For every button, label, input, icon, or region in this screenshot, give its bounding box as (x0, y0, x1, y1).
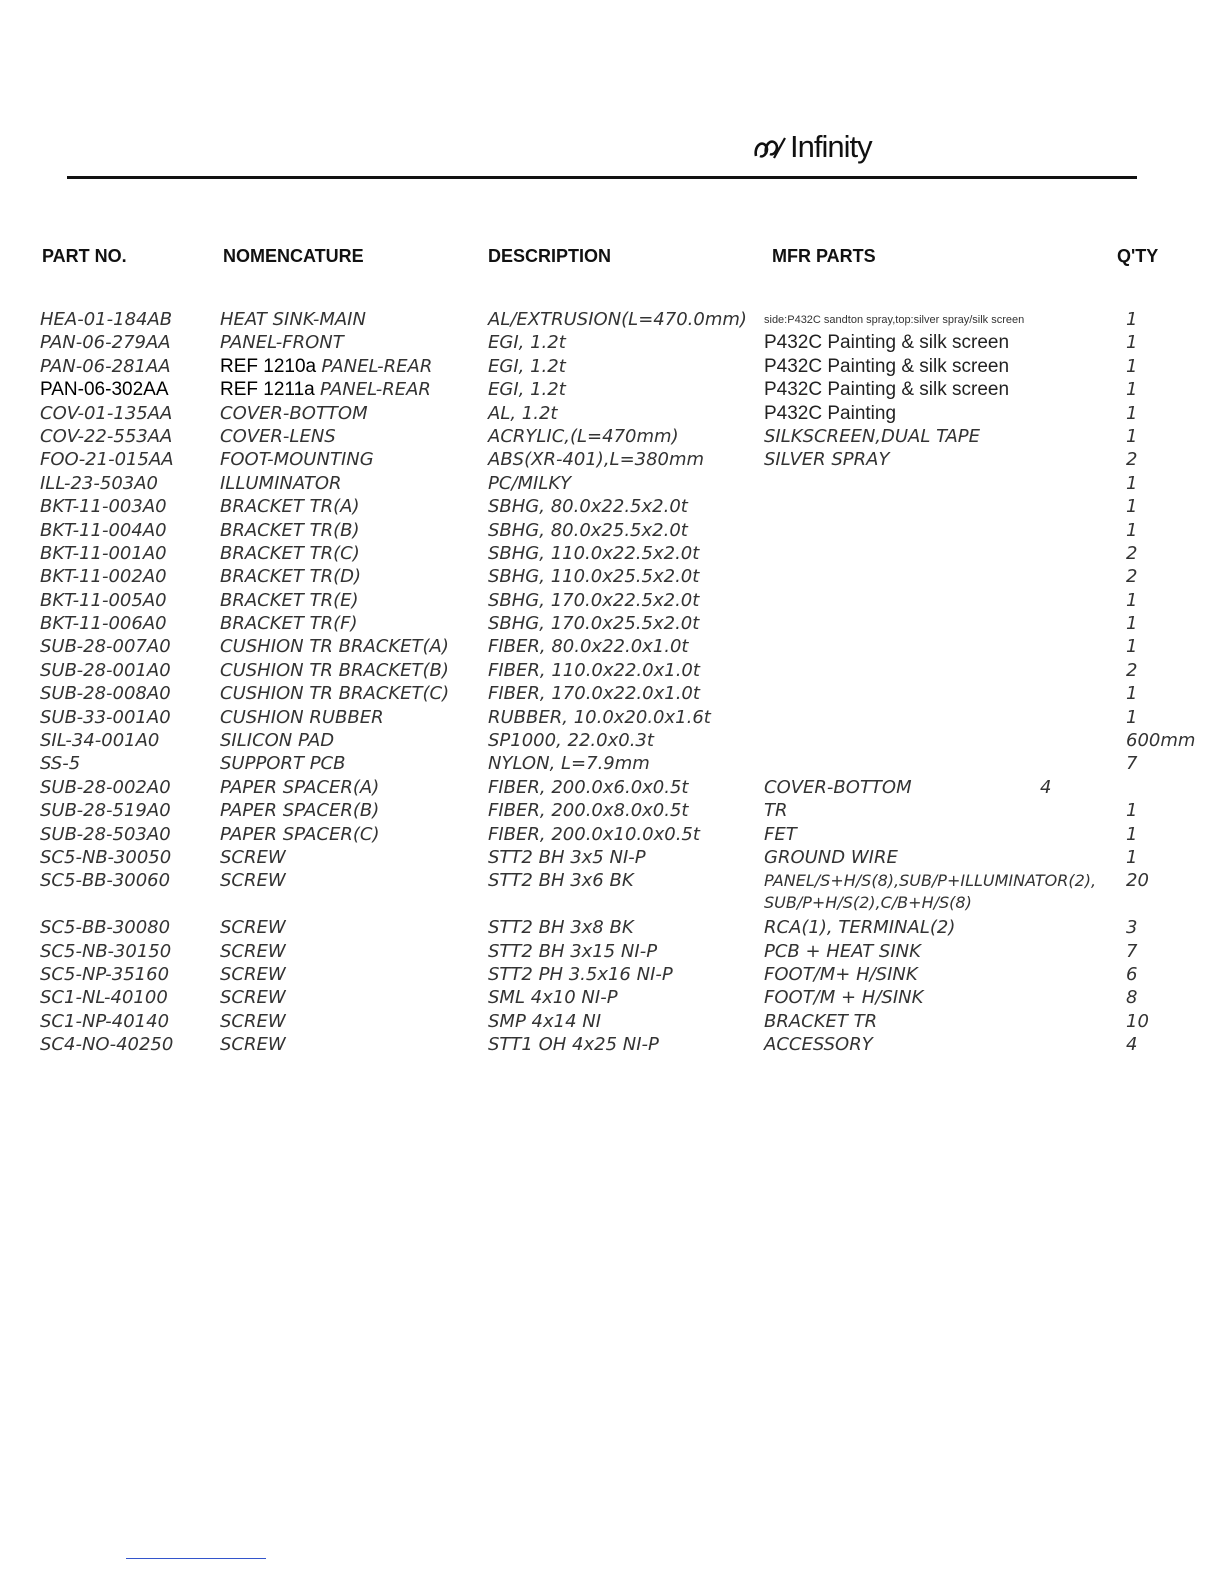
nomenclature-cell (220, 449, 374, 470)
part-no-cell: SC5-NB-30150 (40, 940, 172, 962)
table-row (0, 496, 1224, 519)
nomenclature-cell (220, 660, 449, 681)
mfr-parts-text: PANEL/S+H/S(8),SUB/P+ILLUMINATOR(2), (764, 871, 1097, 891)
nomenclature-cell (220, 847, 286, 868)
footer-link-underline (126, 1558, 266, 1559)
nomenclature-cell (220, 707, 384, 728)
nomenclature-cell (220, 566, 361, 587)
description-cell: STT2 BH 3x5 NI-P (488, 846, 646, 868)
nomenclature-text: COVER-LENS (220, 425, 336, 447)
nomenclature-cell (220, 753, 345, 774)
mfr-parts-text: BRACKET TR (764, 1010, 878, 1032)
description-cell: SBHG, 80.0x22.5x2.0t (488, 496, 688, 518)
part-no-cell: SIL-34-001A0 (40, 730, 160, 752)
part-no-cell: SC5-NB-30050 (40, 846, 172, 868)
table-row (0, 941, 1224, 964)
table-row (0, 309, 1224, 332)
mfr-parts-text: TR (764, 800, 788, 822)
mfr-parts-cell (764, 356, 1009, 378)
table-row (0, 332, 1224, 355)
description-cell: SBHG, 80.0x25.5x2.0t (488, 519, 688, 541)
mfr-parts-text: FOOT/M+ H/SINK (764, 963, 918, 985)
qty-cell: 1 (1126, 379, 1138, 401)
description-cell: FIBER, 200.0x6.0x0.5t (488, 776, 689, 798)
description-cell: RUBBER, 10.0x20.0x1.6t (488, 706, 711, 728)
nomenclature-text: PAPER SPACER(B) (220, 800, 380, 822)
header-part-no: PART NO. (42, 246, 127, 266)
mfr-parts-cell (764, 964, 918, 985)
header-mfr-parts: MFR PARTS (772, 246, 876, 266)
part-no-cell: FOO-21-015AA (40, 449, 174, 471)
nomenclature-cell (220, 800, 379, 821)
qty-cell: 1 (1126, 589, 1138, 611)
nomenclature-text: SCREW (220, 917, 286, 939)
description-cell: STT1 OH 4x25 NI-P (488, 1034, 659, 1056)
nomenclature-cell (220, 590, 359, 611)
table-row (0, 613, 1224, 636)
nomenclature-text: PAPER SPACER(A) (220, 776, 380, 798)
part-no-cell: BKT-11-001A0 (40, 542, 167, 564)
part-no-cell: SC1-NP-40140 (40, 1010, 170, 1032)
part-no-cell: COV-22-553AA (40, 425, 173, 447)
ref-label: REF 1211a (220, 379, 320, 401)
table-row (0, 449, 1224, 472)
nomenclature-cell (220, 941, 286, 962)
nomenclature-text: BRACKET TR(C) (220, 542, 360, 564)
part-no-cell: SUB-28-503A0 (40, 823, 171, 845)
header-nomenclature: NOMENCATURE (223, 246, 364, 266)
nomenclature-cell (220, 520, 360, 541)
header-qty: Q'TY (1117, 246, 1159, 266)
qty-cell: 1 (1126, 332, 1138, 354)
mfr-parts-cell (764, 449, 889, 470)
table-row (0, 987, 1224, 1010)
description-cell: STT2 BH 3x15 NI-P (488, 940, 658, 962)
nomenclature-cell (220, 987, 286, 1008)
table-row (0, 730, 1224, 753)
description-cell: SBHG, 110.0x25.5x2.0t (488, 566, 700, 588)
mfr-parts-cell (764, 870, 1097, 913)
nomenclature-cell (220, 426, 336, 447)
qty-cell: 1 (1126, 800, 1138, 822)
qty-cell: 2 (1126, 566, 1138, 588)
table-row (0, 753, 1224, 776)
mfr-parts-cell (764, 800, 788, 821)
part-no-cell: SC5-BB-30080 (40, 917, 171, 939)
table-row (0, 520, 1224, 543)
qty-cell: 7 (1126, 753, 1138, 775)
nomenclature-cell (220, 1011, 286, 1032)
mfr-parts-cell (764, 987, 923, 1008)
mfr-parts-cell (764, 824, 797, 845)
nomenclature-cell (220, 824, 380, 845)
qty-cell: 1 (1126, 472, 1138, 494)
part-no-cell: BKT-11-006A0 (40, 613, 167, 635)
table-row (0, 847, 1224, 870)
qty-cell: 1 (1126, 823, 1138, 845)
table-row (0, 824, 1224, 847)
qty-cell: 1 (1126, 846, 1138, 868)
qty-cell: 1 (1126, 519, 1138, 541)
part-no-cell: SC4-NO-40250 (40, 1034, 174, 1056)
part-no-cell: BKT-11-003A0 (40, 496, 167, 518)
nomenclature-text: PAPER SPACER(C) (220, 823, 380, 845)
mfr-parts-continuation: SUB/P+H/S(2),C/B+H/S(8) (764, 893, 972, 913)
part-no-cell: COV-01-135AA (40, 402, 173, 424)
nomenclature-cell (220, 964, 286, 985)
qty-cell: 1 (1126, 355, 1138, 377)
mfr-parts-text: RCA(1), TERMINAL(2) (764, 917, 956, 939)
nomenclature-text: CUSHION TR BRACKET(B) (220, 659, 449, 681)
table-row (0, 683, 1224, 706)
nomenclature-text: SUPPORT PCB (220, 753, 346, 775)
nomenclature-cell (220, 473, 342, 494)
description-cell: EGI, 1.2t (488, 355, 566, 377)
description-cell: FIBER, 170.0x22.0x1.0t (488, 683, 700, 705)
part-no-cell: HEA-01-184AB (40, 309, 173, 330)
nomenclature-text: SCREW (220, 963, 286, 985)
mfr-parts-text: P432C Painting & silk screen (764, 355, 1010, 377)
infinity-logo (752, 124, 872, 164)
qty-cell: 1 (1126, 683, 1138, 705)
nomenclature-cell (220, 683, 449, 704)
table-row (0, 800, 1224, 823)
nomenclature-text: COVER-BOTTOM (220, 402, 368, 424)
description-cell: FIBER, 110.0x22.0x1.0t (488, 659, 700, 681)
mfr-parts-text: P432C Painting (764, 402, 897, 424)
nomenclature-cell (220, 730, 334, 751)
mfr-parts-cell (764, 777, 912, 798)
nomenclature-text: SILICON PAD (220, 730, 335, 752)
part-no-cell: SUB-28-008A0 (40, 683, 171, 705)
table-row (0, 426, 1224, 449)
mfr-parts-text: P432C Painting & silk screen (764, 379, 1010, 401)
nomenclature-cell (220, 309, 366, 330)
description-cell: SBHG, 170.0x22.5x2.0t (488, 589, 700, 611)
qty-cell: 8 (1126, 987, 1138, 1009)
nomenclature-text: BRACKET TR(A) (220, 496, 360, 518)
description-cell: FIBER, 200.0x10.0x0.5t (488, 823, 700, 845)
mfr-parts-cell (764, 941, 921, 962)
mfr-parts-text: FET (764, 823, 797, 845)
mfr-parts-text: GROUND WIRE (764, 846, 898, 868)
part-no-cell: SS-5 (40, 753, 81, 775)
mfr-parts-text: P432C Painting & silk screen (764, 332, 1010, 354)
nomenclature-text: BRACKET TR(F) (220, 613, 358, 635)
part-no-cell: SC5-BB-30060 (40, 870, 171, 892)
table-row (0, 473, 1224, 496)
nomenclature-text: SCREW (220, 846, 286, 868)
mfr-parts-text: side:P432C sandton spray,top:silver spray/silk screen (764, 314, 1025, 326)
mfr-parts-text: SILKSCREEN,DUAL TAPE (764, 425, 980, 447)
mfr-parts-cell (764, 379, 1009, 401)
qty-cell: 7 (1126, 940, 1138, 962)
nomenclature-text: SCREW (220, 987, 286, 1009)
nomenclature-cell (220, 356, 432, 378)
part-no-cell: BKT-11-005A0 (40, 589, 167, 611)
mfr-parts-text: ACCESSORY (764, 1034, 873, 1056)
table-row (0, 1034, 1224, 1057)
table-row (0, 590, 1224, 613)
part-no-cell: SUB-28-001A0 (40, 659, 171, 681)
table-row (0, 636, 1224, 659)
description-cell: SBHG, 170.0x25.5x2.0t (488, 613, 700, 635)
description-cell: SML 4x10 NI-P (488, 987, 618, 1009)
nomenclature-text: BRACKET TR(E) (220, 589, 359, 611)
nomenclature-cell (220, 496, 360, 517)
description-cell: SMP 4x14 NI (488, 1010, 602, 1032)
table-row (0, 870, 1224, 917)
nomenclature-text: PANEL-REAR (319, 379, 431, 401)
mfr-parts-cell (764, 314, 1024, 326)
mfr-parts-cell (764, 917, 955, 938)
nomenclature-text: FOOT-MOUNTING (220, 449, 374, 471)
part-no-cell: PAN-06-281AA (40, 355, 171, 377)
part-no-cell: SUB-28-519A0 (40, 800, 171, 822)
qty-cell: 20 (1126, 870, 1149, 892)
nomenclature-cell (220, 777, 379, 798)
nomenclature-text: SCREW (220, 1010, 286, 1032)
qty-cell: 1 (1126, 613, 1138, 635)
part-no-cell: SUB-28-007A0 (40, 636, 171, 658)
qty-cell: 1 (1126, 706, 1138, 728)
description-cell: STT2 PH 3.5x16 NI-P (488, 963, 673, 985)
qty-cell: 1 (1126, 309, 1138, 330)
description-cell: EGI, 1.2t (488, 379, 566, 401)
mfr-parts-cell (764, 403, 896, 425)
mfr-parts-cell (764, 847, 898, 868)
table-row (0, 660, 1224, 683)
nomenclature-cell (220, 870, 286, 891)
part-no-cell: BKT-11-002A0 (40, 566, 167, 588)
description-cell: FIBER, 80.0x22.0x1.0t (488, 636, 689, 658)
nomenclature-text: CUSHION TR BRACKET(A) (220, 636, 449, 658)
nomenclature-text: HEAT SINK-MAIN (220, 309, 366, 330)
nomenclature-text: BRACKET TR(D) (220, 566, 362, 588)
description-cell: FIBER, 200.0x8.0x0.5t (488, 800, 689, 822)
qty-cell: 3 (1126, 917, 1138, 939)
nomenclature-cell (220, 543, 360, 564)
mfr-parts-text: PCB + HEAT SINK (764, 940, 921, 962)
mfr-parts-cell (764, 1034, 873, 1055)
qty-cell: 10 (1126, 1010, 1149, 1032)
mfr-parts-cell (764, 426, 980, 447)
qty-cell: 1 (1126, 496, 1138, 518)
table-row (0, 566, 1224, 589)
nomenclature-text: SCREW (220, 940, 286, 962)
description-cell: AL, 1.2t (488, 402, 558, 424)
mfr-parts-text: FOOT/M + H/SINK (764, 987, 924, 1009)
table-row (0, 543, 1224, 566)
nomenclature-cell (220, 917, 286, 938)
qty-cell: 6 (1126, 963, 1138, 985)
qty-cell: 600mm (1126, 730, 1196, 752)
description-cell: STT2 BH 3x6 BK (488, 870, 634, 892)
description-cell: ABS(XR-401),L=380mm (488, 449, 705, 471)
table-row (0, 917, 1224, 940)
nomenclature-cell (220, 379, 431, 401)
nomenclature-text: SCREW (220, 1034, 286, 1056)
nomenclature-text: ILLUMINATOR (220, 472, 342, 494)
mfr-parts-cell (764, 332, 1009, 354)
part-no-cell: PAN-06-279AA (40, 332, 171, 354)
table-row (0, 1011, 1224, 1034)
qty-cell: 1 (1126, 636, 1138, 658)
nomenclature-text: CUSHION TR BRACKET(C) (220, 683, 450, 705)
table-row (0, 964, 1224, 987)
infinity-logo-mark-icon (752, 134, 788, 164)
description-cell: STT2 BH 3x8 BK (488, 917, 634, 939)
description-cell: NYLON, L=7.9mm (488, 753, 650, 775)
description-cell: ACRYLIC,(L=470mm) (488, 425, 679, 447)
header-rule (67, 176, 1137, 179)
part-no-cell: SUB-33-001A0 (40, 706, 171, 728)
nomenclature-cell (220, 332, 344, 353)
table-row (0, 777, 1224, 800)
infinity-logo-text: Infinity (790, 129, 872, 164)
nomenclature-text: PANEL-FRONT (220, 332, 344, 354)
description-cell: SP1000, 22.0x0.3t (488, 730, 654, 752)
nomenclature-cell (220, 613, 358, 634)
description-cell: PC/MILKY (488, 472, 572, 494)
part-no-cell: PAN-06-302AA (40, 379, 169, 401)
part-no-cell: SC1-NL-40100 (40, 987, 168, 1009)
description-cell: AL/EXTRUSION(L=470.0mm) (488, 309, 747, 330)
part-no-cell: BKT-11-004A0 (40, 519, 167, 541)
nomenclature-text: SCREW (220, 870, 286, 892)
part-no-cell: SUB-28-002A0 (40, 776, 171, 798)
qty-cell: 1 (1126, 425, 1138, 447)
mfr-parts-cell (764, 1011, 877, 1032)
ref-label: REF 1210a (220, 355, 322, 377)
qty-offset-cell: 4 (1040, 776, 1052, 798)
part-no-cell: SC5-NP-35160 (40, 963, 170, 985)
qty-cell: 2 (1126, 449, 1138, 471)
qty-cell: 1 (1126, 402, 1138, 424)
qty-cell: 4 (1126, 1034, 1138, 1056)
qty-cell: 2 (1126, 659, 1138, 681)
description-cell: SBHG, 110.0x22.5x2.0t (488, 542, 700, 564)
nomenclature-text: BRACKET TR(B) (220, 519, 360, 541)
part-no-cell: ILL-23-503A0 (40, 472, 158, 494)
qty-cell: 2 (1126, 542, 1138, 564)
nomenclature-cell (220, 1034, 286, 1055)
table-row (0, 707, 1224, 730)
parts-table (0, 309, 1224, 1058)
description-cell: EGI, 1.2t (488, 332, 566, 354)
mfr-parts-text: COVER-BOTTOM (764, 776, 912, 798)
mfr-parts-text: SILVER SPRAY (764, 449, 890, 471)
table-row (0, 356, 1224, 379)
nomenclature-text: PANEL-REAR (321, 355, 433, 377)
nomenclature-cell (220, 403, 368, 424)
table-row (0, 403, 1224, 426)
table-row (0, 379, 1224, 402)
header-description: DESCRIPTION (488, 246, 612, 266)
nomenclature-text: CUSHION RUBBER (220, 706, 384, 728)
nomenclature-cell (220, 636, 449, 657)
